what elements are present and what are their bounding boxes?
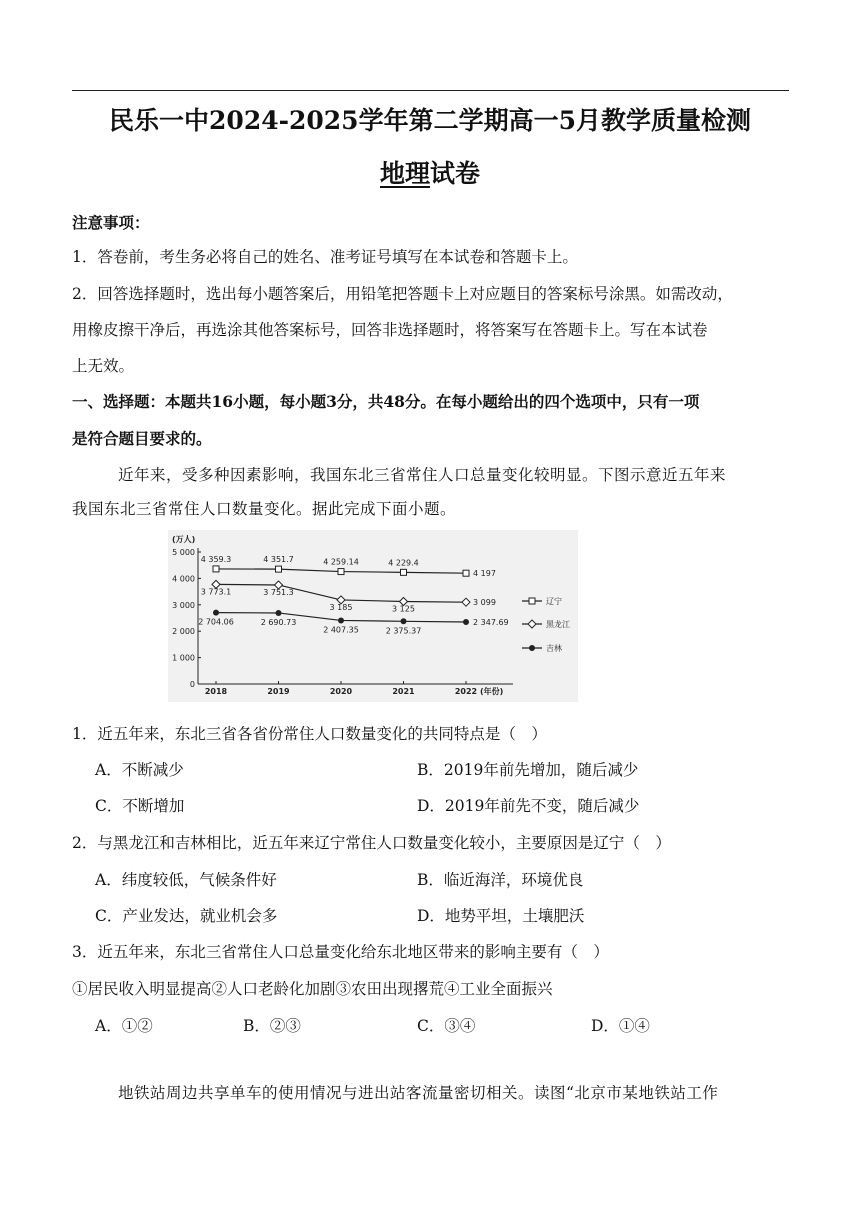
data-point-liaoning — [463, 570, 469, 576]
q3-option-b[interactable]: B．②③ — [243, 1017, 301, 1035]
data-label-jilin: 2 347.69 — [473, 618, 509, 628]
notice-heading: 注意事项： — [72, 213, 150, 232]
data-label-heilongjiang: 3 751.3 — [263, 587, 294, 597]
question-1-stem: 1．近五年来，东北三省各省份常住人口数量变化的共同特点是（ ） — [72, 725, 547, 743]
data-label-heilongjiang: 3 773.1 — [200, 587, 232, 597]
q1-option-a[interactable]: A．不断减少 — [95, 761, 184, 779]
q1-option-b[interactable]: B．2019年前先增加，随后减少 — [417, 761, 639, 779]
data-label-liaoning: 4 359.3 — [200, 554, 232, 564]
x-tick-label: 2019 — [267, 687, 290, 696]
legend-marker-heilongjiang — [528, 620, 536, 628]
y-tick-label: 1 000 — [172, 653, 195, 663]
data-label-heilongjiang: 3 185 — [329, 602, 353, 612]
population-chart — [168, 530, 578, 702]
notice-item-2-line-3: 上无效。 — [72, 357, 135, 375]
legend-label-heilongjiang: 黑龙江 — [546, 620, 570, 629]
exam-subject — [0, 154, 860, 190]
data-point-jilin — [213, 610, 219, 616]
x-axis-label: (年份) — [480, 687, 504, 696]
q1-option-d[interactable]: D．2019年前先不变，随后减少 — [417, 797, 640, 815]
header-rule — [72, 90, 789, 91]
y-axis-label: (万人) — [172, 535, 196, 544]
data-point-jilin — [276, 610, 282, 616]
q3-option-a[interactable]: A．①② — [95, 1017, 153, 1035]
data-point-liaoning — [213, 566, 219, 572]
data-point-liaoning — [276, 566, 282, 572]
data-point-jilin — [463, 619, 469, 625]
passage-1-line-1: 近年来，受多种因素影响，我国东北三省常住人口总量变化较明显。下图示意近五年来 — [118, 466, 727, 484]
q1-option-c[interactable]: C．不断增加 — [95, 797, 185, 815]
data-label-jilin: 2 407.35 — [323, 625, 359, 635]
data-point-jilin — [401, 618, 407, 624]
y-tick-label: 5 000 — [172, 548, 195, 557]
data-label-liaoning: 4 259.14 — [323, 557, 359, 567]
notice-item-1: 1．答卷前，考生务必将自己的姓名、准考证号填写在本试卷和答题卡上。 — [72, 248, 578, 266]
y-tick-label: 4 000 — [172, 574, 195, 584]
notice-item-2-line-2: 用橡皮擦干净后，再选涂其他答案标号，回答非选择题时，将答案写在答题卡上。写在本试卷 — [72, 321, 708, 339]
section-heading-line-1: 一、选择题：本题共16小题，每小题3分，共48分。在每小题给出的四个选项中，只有一项 — [72, 392, 700, 411]
section-heading-line-2: 是符合题目要求的。 — [72, 429, 212, 448]
q3-option-c[interactable]: C．③④ — [417, 1017, 476, 1035]
data-label-heilongjiang: 3 099 — [473, 598, 496, 608]
q2-option-a[interactable]: A．纬度较低，气候条件好 — [95, 871, 277, 889]
data-label-heilongjiang: 3 125 — [392, 604, 415, 614]
legend-marker-liaoning — [529, 598, 535, 604]
question-3-stem: 3．近五年来，东北三省常住人口总量变化给东北地区带来的影响主要有（ ） — [72, 943, 609, 961]
notice-item-2-line-1: 2．回答选择题时，选出每小题答案后，用铅笔把答题卡上对应题目的答案标号涂黑。如需改动， — [72, 285, 733, 303]
y-tick-label: 2 000 — [172, 627, 195, 637]
legend-label-jilin: 吉林 — [546, 644, 562, 653]
data-point-liaoning — [338, 569, 344, 575]
passage-1-line-2: 我国东北三省常住人口数量变化。据此完成下面小题。 — [72, 500, 457, 518]
question-3-statements: ①居民收入明显提高②人口老龄化加剧③农田出现撂荒④工业全面振兴 — [72, 980, 553, 998]
data-label-liaoning: 4 197 — [473, 569, 496, 579]
q3-option-d[interactable]: D．①④ — [591, 1017, 650, 1035]
x-tick-label: 2018 — [204, 687, 228, 696]
x-tick-label: 2020 — [329, 687, 353, 696]
data-point-jilin — [338, 617, 344, 623]
exam-title: 民乐一中2024-2025学年第二学期高一5月教学质量检测 — [109, 106, 751, 135]
x-tick-label: 2021 — [392, 687, 415, 696]
y-tick-label: 0 — [189, 680, 195, 689]
data-label-jilin: 2 704.06 — [198, 617, 234, 627]
data-label-liaoning: 4 351.7 — [263, 555, 294, 565]
subject-rest: 试卷 — [430, 159, 481, 188]
population-line-chart — [168, 530, 578, 702]
data-point-liaoning — [401, 569, 407, 575]
x-tick-label: 2022 — [454, 687, 478, 696]
data-label-jilin: 2 690.73 — [260, 617, 297, 627]
q2-option-c[interactable]: C．产业发达，就业机会多 — [95, 907, 278, 925]
question-2-stem: 2．与黑龙江和吉林相比，近五年来辽宁常住人口数量变化较小，主要原因是辽宁（ ） — [72, 834, 671, 852]
subject-underlined: 地理 — [379, 159, 430, 188]
y-tick-label: 3 000 — [172, 600, 195, 610]
q2-option-d[interactable]: D．地势平坦，土壤肥沃 — [417, 907, 585, 925]
legend-label-liaoning: 辽宁 — [546, 597, 562, 606]
q2-option-b[interactable]: B．临近海洋，环境优良 — [417, 871, 584, 889]
data-point-heilongjiang — [462, 598, 470, 606]
data-label-liaoning: 4 229.4 — [388, 558, 419, 568]
data-label-jilin: 2 375.37 — [385, 626, 422, 636]
legend-marker-jilin — [529, 645, 535, 651]
passage-2-line-1: 地铁站周边共享单车的使用情况与进出站客流量密切相关。读图“北京市某地铁站工作 — [118, 1084, 719, 1102]
